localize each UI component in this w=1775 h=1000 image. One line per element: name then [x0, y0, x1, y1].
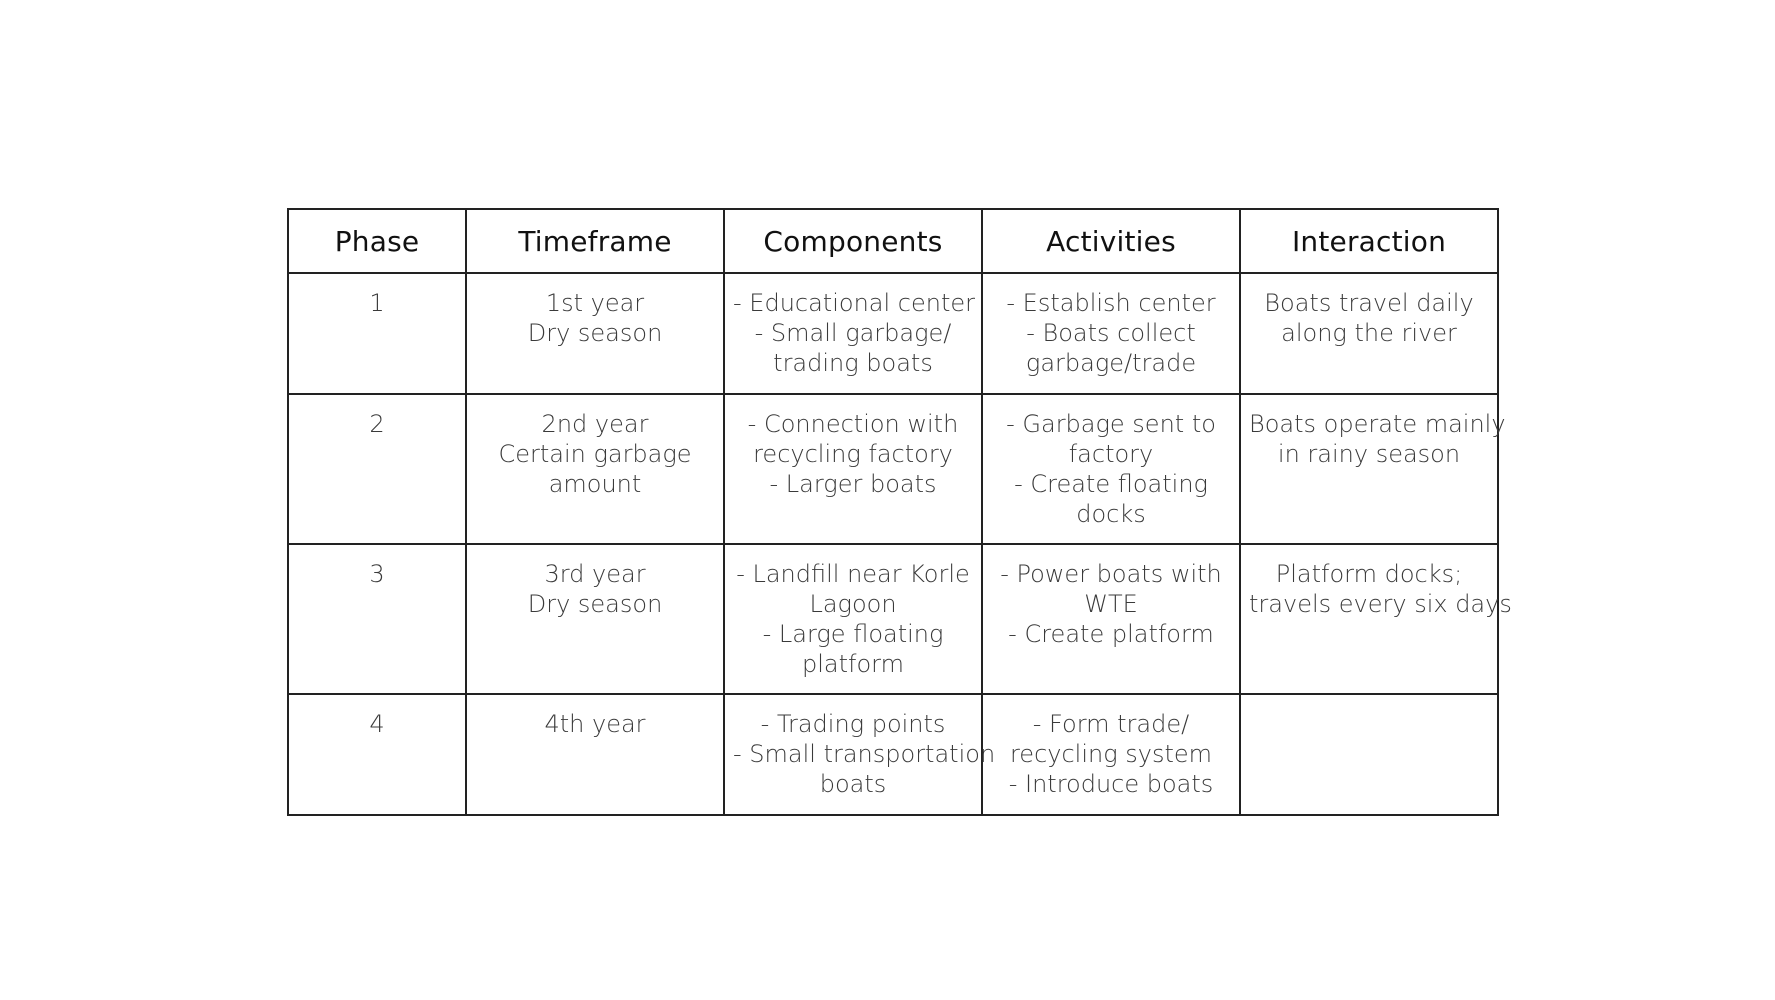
cell-line: - Introduce boats [1008, 770, 1214, 798]
cell-line: - Boats collect [1026, 319, 1196, 347]
cell-line: - Garbage sent to [1006, 410, 1216, 438]
cell-line: 4 [369, 710, 385, 738]
cell-line: trading boats [773, 349, 933, 377]
cell-line: 2nd year [541, 410, 649, 438]
cell-line: 2 [369, 410, 385, 438]
header-interaction: Interaction [1240, 209, 1498, 273]
phase-cell [288, 694, 466, 815]
cell-line: Certain garbage [498, 440, 692, 468]
interaction-cell [1240, 273, 1498, 394]
table-row [288, 694, 1498, 815]
cell-line: recycling system [1009, 740, 1213, 768]
cell-line: - Power boats with [1000, 560, 1222, 588]
header-row [288, 209, 1498, 273]
activities-cell [982, 694, 1240, 815]
cell-line: - Small garbage/ [754, 319, 952, 347]
cell-line: amount [548, 470, 642, 498]
timeframe-cell [466, 394, 724, 544]
cell-line: Dry season [527, 319, 663, 347]
cell-line: docks [1076, 500, 1146, 528]
cell-line: 4th year [544, 710, 646, 738]
activities-cell [982, 544, 1240, 694]
cell-line: - Connection with [747, 410, 959, 438]
cell-line: 3rd year [544, 560, 646, 588]
cell-line: 1st year [545, 289, 645, 317]
cell-line: Boats travel daily [1264, 289, 1474, 317]
components-cell [724, 694, 996, 815]
cell-line: - Larger boats [769, 470, 937, 498]
cell-line: in rainy season [1277, 440, 1461, 468]
cell-line: - Establish center [1006, 289, 1216, 317]
table-row [288, 394, 1498, 544]
timeframe-cell [466, 694, 724, 815]
phase-cell [288, 273, 466, 394]
cell-line: - Create floating [1014, 470, 1208, 498]
cell-line: 1 [369, 289, 385, 317]
cell-line: - Educational center [733, 289, 975, 317]
cell-line: 3 [369, 560, 385, 588]
cell-line: garbage/trade [1025, 349, 1197, 377]
cell-line: - Large floating [762, 620, 944, 648]
interaction-cell [1240, 544, 1512, 694]
cell-line: Platform docks; [1275, 560, 1463, 588]
header-components: Components [724, 209, 982, 273]
components-cell [724, 544, 982, 694]
cell-line: travels every six days [1249, 590, 1512, 618]
cell-line: Dry season [527, 590, 663, 618]
cell-line: along the river [1281, 319, 1457, 347]
cell-line: - Form trade/ [1032, 710, 1190, 738]
table-row [288, 273, 1498, 394]
cell-line: WTE [1084, 590, 1138, 618]
phase-cell [288, 544, 466, 694]
timeframe-cell [466, 544, 724, 694]
activities-cell [982, 394, 1240, 544]
table-row [288, 544, 1498, 694]
components-cell [724, 273, 982, 394]
cell-line: boats [819, 770, 887, 798]
phase-cell [288, 394, 466, 544]
cell-line: Boats operate mainly [1249, 410, 1506, 438]
cell-line: platform [802, 650, 904, 678]
header-phase: Phase [288, 209, 466, 273]
interaction-cell [1240, 394, 1506, 544]
components-cell [724, 394, 982, 544]
cell-line: - Create platform [1008, 620, 1214, 648]
activities-cell [982, 273, 1240, 394]
timeframe-cell [466, 273, 724, 394]
phase-table [287, 208, 1512, 816]
cell-line: - Small transportation [733, 740, 996, 768]
cell-line: - Trading points [760, 710, 946, 738]
interaction-cell [1240, 694, 1498, 815]
cell-line: factory [1068, 440, 1154, 468]
header-timeframe: Timeframe [466, 209, 724, 273]
cell-line: Lagoon [809, 590, 897, 618]
header-activities: Activities [982, 209, 1240, 273]
cell-line: recycling factory [753, 440, 953, 468]
cell-line: - Landfill near Korle [736, 560, 970, 588]
